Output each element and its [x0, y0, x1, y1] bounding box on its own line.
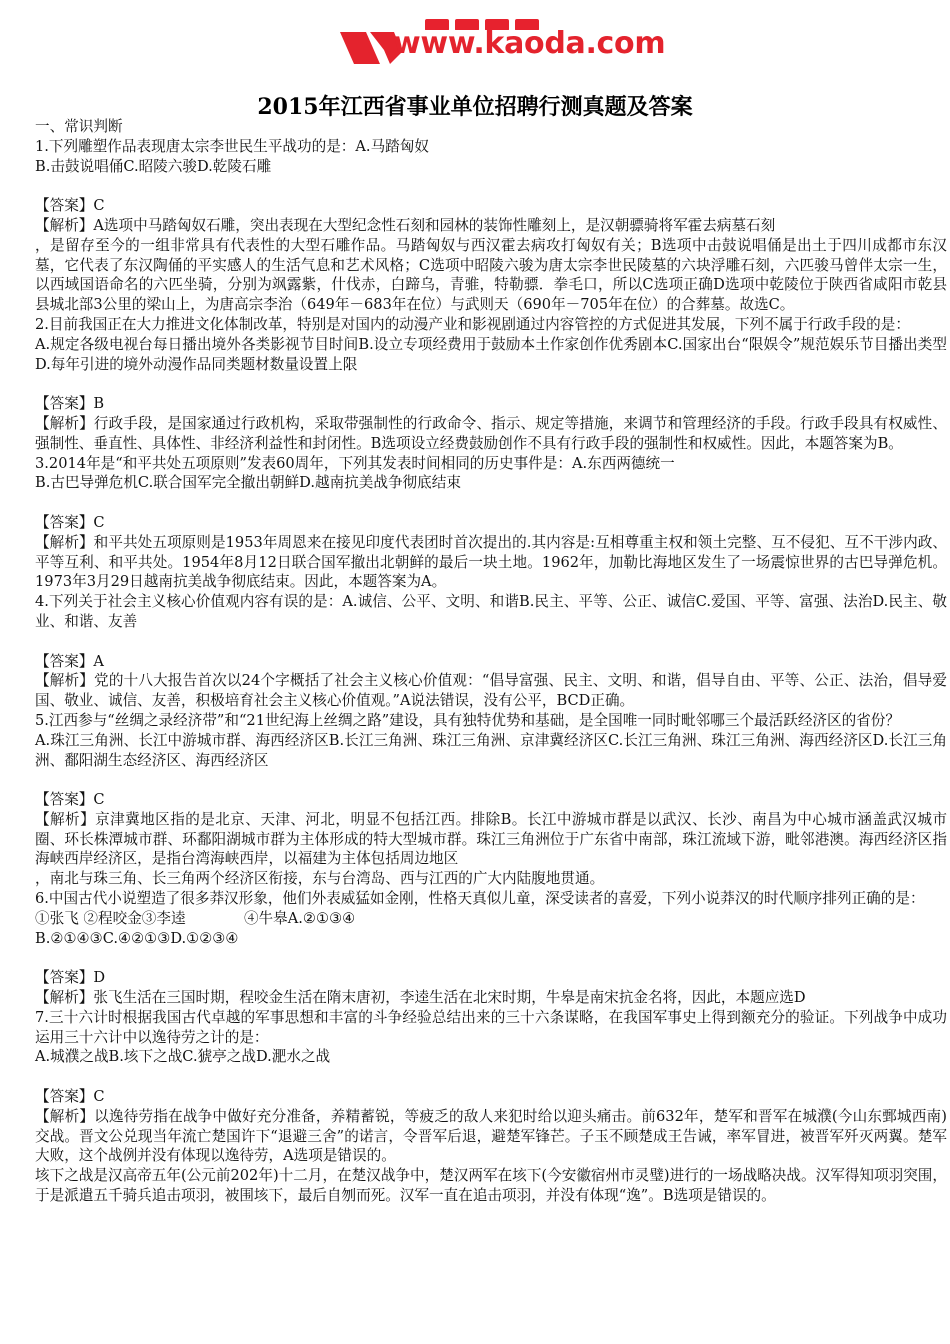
text-line: ，是留存至今的一组非常具有代表性的大型石雕作品。马踏匈奴与西汉霍去病攻打匈奴有关；B选项中击鼓说唱俑是出土于四川成都市东汉墓，它代表了东汉陶俑的平实感人的生活气息和艺术风格；C选项中昭陵六骏为唐太宗李世民陵墓的六块浮雕石刻，六匹骏马曾伴太宗一生，以西域国语命名的六匹坐骑，分别为飒露紫，什伐赤，白蹄乌，青骓，特勒骠．拳毛口，所以C选项正确D选项中乾陵位于陕西省咸阳市乾县县城北部3公里的梁山上，为唐高宗李治（649年－683年在位）与武则天（690年－705年在位）的合葬墓。故选C。: [35, 236, 947, 314]
blank-line: [35, 374, 947, 394]
blank-line: [35, 176, 947, 196]
text-line: 【答案】B: [35, 395, 105, 413]
text-line: A.城濮之战B.垓下之战C.猇亭之战D.淝水之战: [35, 1048, 331, 1066]
text-line: 【答案】C: [35, 513, 105, 531]
text-line: 7.三十六计时根据我国古代卓越的军事思想和丰富的斗争经验总结出来的三十六条谋略，在我国军事史上得到额充分的验证。下列战争中成功运用三十六计中以逸待劳之计的是：: [35, 1008, 947, 1046]
blank-line: [35, 948, 947, 968]
text-line: 【解析】A选项中马踏匈奴石雕，突出表现在大型纪念性石刻和园林的装饰性雕刻上，是汉朝骠骑将军霍去病墓石刻: [35, 216, 776, 234]
text-line: 5.江西参与“丝绸之录经济带”和“21世纪海上丝绸之路”建设，具有独特优势和基础，是全国唯一同时毗邻哪三个最活跃经济区的省份？: [35, 711, 900, 729]
site-header: [0, 18, 950, 62]
text-line: 【解析】以逸待劳指在战争中做好充分准备，养精蓄锐，等疲乏的敌人来犯时给以迎头痛击。前632年，楚军和晋军在城濮(今山东鄄城西南)交战。晋文公兑现当年流亡楚国许下“退避三舍”的诺言，令晋军后退，避楚军锋芒。子玉不顾楚成王告诫，率军冒进，被晋军歼灭两翼。楚军大败，这个战例并没有体现以逸待劳，A选项是错误的。: [35, 1107, 947, 1165]
section-heading: 一、常识判断: [35, 118, 123, 135]
text-line: 2.目前我国正在大力推进文化体制改革，特别是对国内的动漫产业和影视剧通过内容管控的方式促进其发展，下列不属于行政手段的是：: [35, 315, 910, 333]
text-line: B.古巴导弹危机C.联合国军完全撤出朝鲜D.越南抗美战争彻底结束: [35, 474, 461, 492]
question-blocks: [35, 137, 947, 1206]
document-title: 2015年江西省事业单位招聘行测真题及答案: [257, 94, 693, 120]
site-url[interactable]: www.kaoda.com: [393, 26, 666, 61]
text-line: ，南北与珠三角、长三角两个经济区衔接，东与台湾岛、西与江西的广大内陆腹地贯通。: [35, 870, 605, 888]
blank-line: [35, 632, 947, 652]
text-line: A.珠江三角洲、长江中游城市群、海西经济区B.长江三角洲、珠江三角洲、京津冀经济区C.长江三角洲、珠江三角洲、海西经济区D.长江三角洲、鄱阳湖生态经济区、海西经济区: [35, 731, 947, 769]
text-line: 6.中国古代小说塑造了很多莽汉形象，他们外表威猛如金刚，性格天真似儿童，深受读者的喜爱，下列小说莽汉的时代顺序排列正确的是：: [35, 890, 925, 908]
text-line: 【解析】行政手段，是国家通过行政机构，采取带强制性的行政命令、指示、规定等措施，来调节和管理经济的手段。行政手段具有权威性、强制性、垂直性、具体性、非经济利益性和封闭性。B选项设立经费鼓励创作不具有行政手段的强制性和权威性。因此，本题答案为B。: [35, 414, 947, 452]
text-line: B.②①④③C.④②①③D.①②③④: [35, 929, 239, 947]
text-line: 【解析】京津冀地区指的是北京、天津、河北，明显不包括江西。排除B。长江中游城市群是以武汉、长沙、南昌为中心城市涵盖武汉城市圈、环长株潭城市群、环鄱阳湖城市群为主体形成的特大型城市群。珠江三角洲位于广东省中南部，珠江流域下游，毗邻港澳。海西经济区指海峡西岸经济区，是指台湾海峡西岸，以福建为主体包括周边地区: [35, 810, 947, 868]
text-line: 【答案】C: [35, 791, 105, 809]
text-line: 【答案】A: [35, 652, 104, 670]
text-line: 【解析】和平共处五项原则是1953年周恩来在接见印度代表团时首次提出的.其内容是:互相尊重主权和领土完整、互不侵犯、互不干涉内政、平等互利、和平共处。1954年8月12日联合国军撤出北朝鲜的最后一块土地。1962年，加勒比海地区发生了一场震惊世界的古巴导弹危机。1973年3月29日越南抗美战争彻底结束。因此，本题答案为A。: [35, 533, 947, 591]
text-line: 4.下列关于社会主义核心价值观内容有误的是：A.诚信、公平、文明、和谐B.民主、平等、公正、诚信C.爱国、平等、富强、法治D.民主、敬业、和谐、友善: [35, 593, 947, 630]
text-line: 【解析】党的十八大报告首次以24个字概括了社会主义核心价值观：“倡导富强、民主、文明、和谐，倡导自由、平等、公正、法治，倡导爱国、敬业、诚信、友善，积极培育社会主义核心价值观。”A说法错误，没有公平，BCD正确。: [35, 672, 947, 710]
text-line: 【答案】D: [35, 969, 106, 987]
blank-line: [35, 493, 947, 513]
text-line: 【解析】张飞生活在三国时期，程咬金生活在隋末唐初，李逵生活在北宋时期，牛皋是南宋抗金名将，因此，本题应选D: [35, 989, 806, 1007]
text-line: B.击鼓说唱俑C.昭陵六骏D.乾陵石雕: [35, 157, 272, 175]
text-line: 3.2014年是“和平共处五项原则”发表60周年，下列其发表时间相同的历史事件是：A.东西两德统一: [35, 454, 675, 472]
document-body: [35, 117, 947, 1206]
text-line: 垓下之战是汉高帝五年(公元前202年)十二月，在楚汉战争中，楚汉两军在垓下(今安徽宿州市灵璧)进行的一场战略决战。汉军得知项羽突围，于是派遣五千骑兵追击项羽，被围垓下，最后自刎而死。汉军一直在追击项羽，并没有体现“逸”。B选项是错误的。: [35, 1167, 947, 1205]
blank-line: [35, 1067, 947, 1087]
text-line: 【答案】C: [35, 1088, 105, 1106]
text-line: ①张飞 ②程咬金③李逵 ④牛皋A.②①③④: [35, 909, 356, 927]
blank-line: [35, 770, 947, 790]
text-line: 【答案】C: [35, 197, 105, 215]
text-line: A.规定各级电视台每日播出境外各类影视节目时间B.设立专项经费用于鼓励本土作家创作优秀剧本C.国家出台“限娱令”规范娱乐节目播出类型D.每年引进的境外动漫作品同类题材数量设置上限: [35, 335, 947, 373]
text-line: 1.下列雕塑作品表现唐太宗李世民生平战功的是：A.马踏匈奴: [35, 137, 429, 155]
